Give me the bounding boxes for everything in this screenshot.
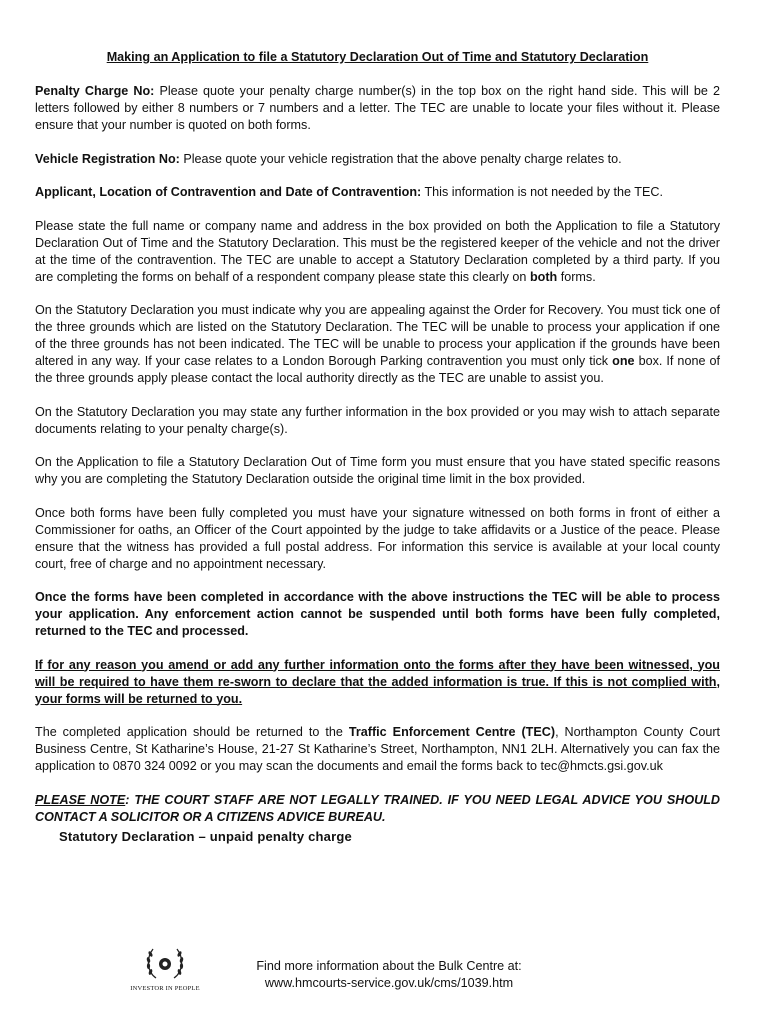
- grounds-text-after: box. If none of the three grounds apply please contact the local authority directly as the TEC are unable to assist you.: [35, 354, 720, 385]
- vehicle-registration-label: Vehicle Registration No:: [35, 151, 180, 166]
- more-info-block: [230, 958, 548, 992]
- investors-in-people-logo-icon: [143, 944, 187, 984]
- return-emphasis: Traffic Enforcement Centre (TEC): [348, 725, 556, 739]
- please-note-label: PLEASE NOTE: [35, 792, 126, 807]
- penalty-charge-text: Please quote your penalty charge number(s) in the top box on the right hand side. This will be 2 letters followed by either 8 numbers or 7 numbers and a letter. The TEC are unable to locate your files without it. Please ensure that your number is quoted on both forms.: [35, 84, 720, 132]
- penalty-charge-label: Penalty Charge No:: [35, 84, 155, 98]
- vehicle-registration-text: Please quote your vehicle registration that the above penalty charge relates to.: [179, 151, 622, 166]
- processing-paragraph: Once the forms have been completed in accordance with the above instructions the TEC will be able to process your application. Any enforcement action cannot be suspended until both forms have been fully completed, returned to the TEC and processed.: [35, 590, 720, 638]
- return-text-after: , Northampton County Court Business Centre, St Katharine’s House, 21-27 St Katharine’s Street, Northampton, NN1 2LH. Alternatively you can fax the application to 0870 324 0092 or you may scan the documents and email the forms back to tec@hmcts.gsi.gov.uk: [35, 725, 721, 773]
- footer-title: Statutory Declaration – unpaid penalty charge: [59, 828, 352, 844]
- logo-caption: INVESTOR IN PEOPLE: [130, 985, 200, 992]
- full-name-text-after: forms.: [557, 269, 596, 284]
- page-title: Making an Application to file a Statutory Declaration Out of Time and Statutory Declaration: [106, 50, 649, 64]
- please-note-text: : THE COURT STAFF ARE NOT LEGALLY TRAINED. IF YOU NEED LEGAL ADVICE YOU SHOULD CONTACT A SOLICITOR OR A CITIZENS ADVICE BUREAU.: [35, 792, 720, 824]
- investors-in-people-logo: [122, 944, 208, 992]
- grounds-paragraph: [35, 302, 720, 387]
- full-name-text: Please state the full name or company name and address in the box provided on both the Application to file a Statutory Declaration Out of Time and the Statutory Declaration. This must be the registered keeper of the vehicle and not the driver at the time of the contravention. The TEC are unable to accept a Statutory Declaration completed by a third party. If you are completing the forms on behalf of a respondent company please state this clearly on: [35, 218, 720, 284]
- applicant-label: Applicant, Location of Contravention and Date of Contravention:: [35, 185, 422, 199]
- return-paragraph: [35, 724, 720, 775]
- document-body: [35, 50, 720, 844]
- return-text: The completed application should be returned to the: [35, 725, 349, 739]
- more-info-text: Find more information about the Bulk Centre at:: [256, 959, 522, 973]
- grounds-text: On the Statutory Declaration you must indicate why you are appealing against the Order for Recovery. You must tick one of the three grounds which are listed on the Statutory Declaration. The TEC will be unable to process your application if one of the three grounds has not been indicated. The TEC will be unable to process your application if the grounds have been altered in any way. If your case relates to a London Borough Parking contravention you must only tick: [35, 303, 720, 368]
- witness-paragraph: Once both forms have been fully completed you must have your signature witnessed on both forms in front of either a Commissioner for oaths, an Officer of the Court appointed by the judge to take affidavits or a Justice of the peace. Please ensure that the witness has provided a full postal address. For information this service is available at your local county court, free of charge and no appointment necessary.: [35, 505, 720, 571]
- amend-paragraph: If for any reason you amend or add any further information onto the forms after they have been witnessed, you will be required to have them re-sworn to declare that the added information is true. If this is not complied with, your forms will be returned to you.: [35, 657, 720, 706]
- further-info-paragraph: On the Statutory Declaration you may state any further information in the box provided or you may wish to attach separate documents relating to your penalty charge(s).: [35, 404, 720, 436]
- grounds-emphasis: one: [612, 354, 635, 368]
- penalty-charge-paragraph: [35, 83, 720, 134]
- please-note-paragraph: [35, 792, 720, 826]
- full-name-emphasis: both: [529, 269, 558, 284]
- applicant-paragraph: [35, 184, 720, 201]
- more-info-link[interactable]: www.hmcourts-service.gov.uk/cms/1039.htm: [264, 976, 514, 990]
- full-name-paragraph: [35, 218, 720, 286]
- applicant-text: This information is not needed by the TEC.: [421, 185, 663, 199]
- vehicle-registration-paragraph: [35, 151, 720, 168]
- out-of-time-paragraph: On the Application to file a Statutory Declaration Out of Time form you must ensure that you have stated specific reasons why you are completing the Statutory Declaration outside the original time limit in the box provided.: [35, 455, 720, 486]
